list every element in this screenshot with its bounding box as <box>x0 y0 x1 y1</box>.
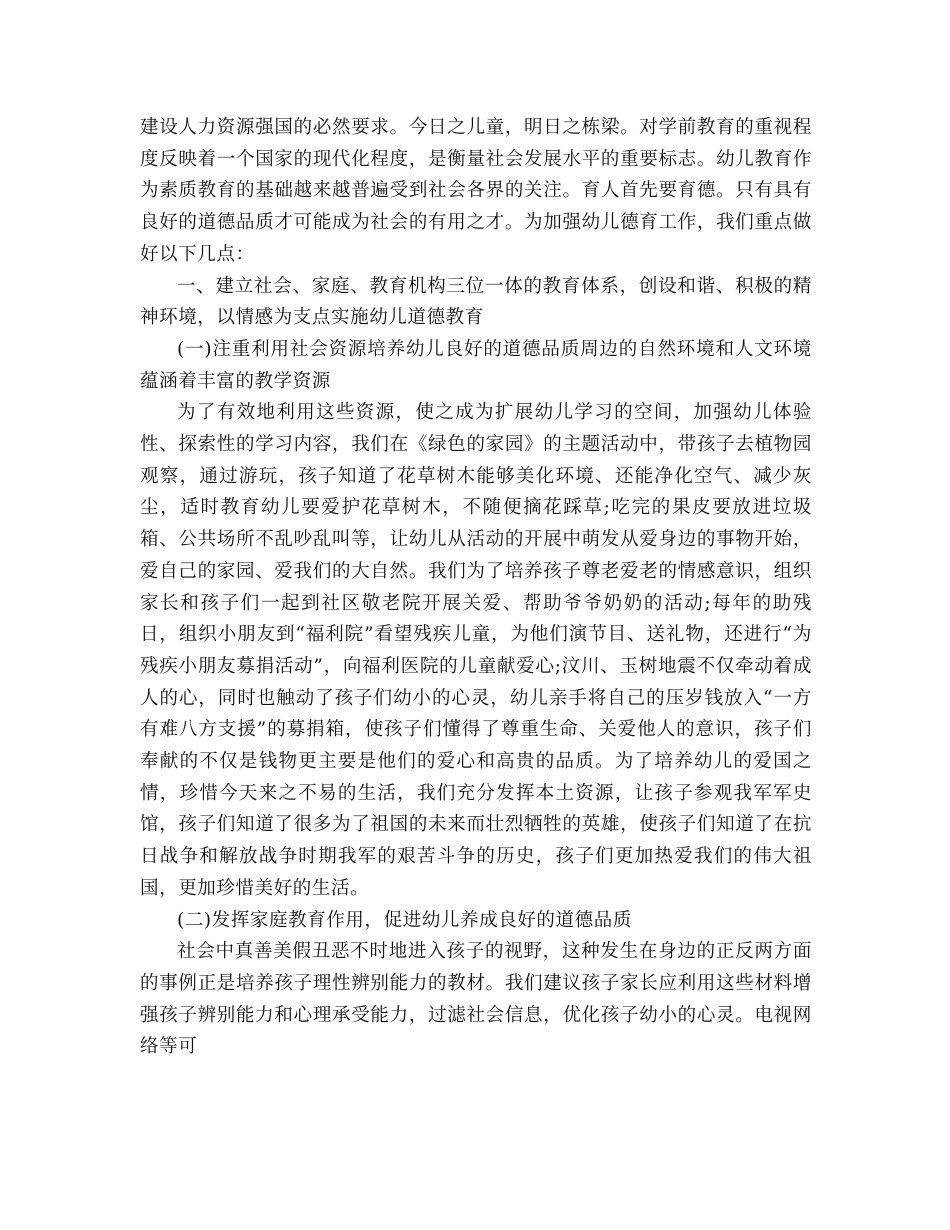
document-body <box>140 112 812 1063</box>
section-heading-one: 一、建立社会、家庭、教育机构三位一体的教育体系，创设和谐、积极的精神环境，以情感为支点实施幼儿道德教育 <box>140 275 812 329</box>
subsection-heading-2: (二)发挥家庭教育作用，促进幼儿养成良好的道德品质 <box>177 909 632 931</box>
paragraph-intro: 建设人力资源强国的必然要求。今日之儿童，明日之栋梁。对学前教育的重视程度反映着一个国家的现代化程度，是衡量社会发展水平的重要标志。幼儿教育作为素质教育的基础越来越普遍受到社会各界的关注。育人首先要育德。只有具有良好的道德品质才可能成为社会的有用之才。为加强幼儿德育工作，我们重点做好以下几点： <box>140 117 812 265</box>
paragraph-social-resources: 为了有效地利用这些资源，使之成为扩展幼儿学习的空间，加强幼儿体验性、探索性的学习内容，我们在《绿色的家园》的主题活动中，带孩子去植物园观察，通过游玩，孩子知道了花草树木能够美化环境、还能净化空气、减少灰尘，适时教育幼儿要爱护花草树木，不随便摘花踩草;吃完的果皮要放进垃圾箱、公共场所不乱吵乱叫等，让幼儿从活动的开展中萌发从爱身边的事物开始，爱自己的家园、爱我们的大自然。我们为了培养孩子尊老爱老的情感意识，组织家长和孩子们一起到社区敬老院开展关爱、帮助爷爷奶奶的活动;每年的助残日，组织小朋友到“福利院”看望残疾儿童，为他们演节目、送礼物，还进行“为残疾小朋友募捐活动”，向福利医院的儿童献爱心;汶川、玉树地震不仅牵动着成人的心，同时也触动了孩子们幼小的心灵，幼儿亲手将自己的压岁钱放入“一方有难八方支援”的募捐箱，使孩子们懂得了尊重生命、关爱他人的意识，孩子们奉献的不仅是钱物更主要是他们的爱心和高贵的品质。为了培养幼儿的爱国之情，珍惜今天来之不易的生活，我们充分发挥本土资源，让孩子参观我军军史馆，孩子们知道了很多为了祖国的未来而壮烈牺牲的英雄，使孩子们知道了在抗日战争和解放战争时期我军的艰苦斗争的历史，孩子们更加热爱我们的伟大祖国，更加珍惜美好的生活。 <box>140 402 812 899</box>
subsection-heading-1: (一)注重利用社会资源培养幼儿良好的道德品质周边的自然环境和人文环境蕴涵着丰富的教学资源 <box>140 338 812 392</box>
paragraph-family-education: 社会中真善美假丑恶不时地进入孩子的视野，这种发生在身边的正反两方面的事例正是培养孩子理性辨别能力的教材。我们建议孩子家长应利用这些材料增强孩子辨别能力和心理承受能力，过滤社会信息，优化孩子幼小的心灵。电视网络等可 <box>140 941 812 1058</box>
